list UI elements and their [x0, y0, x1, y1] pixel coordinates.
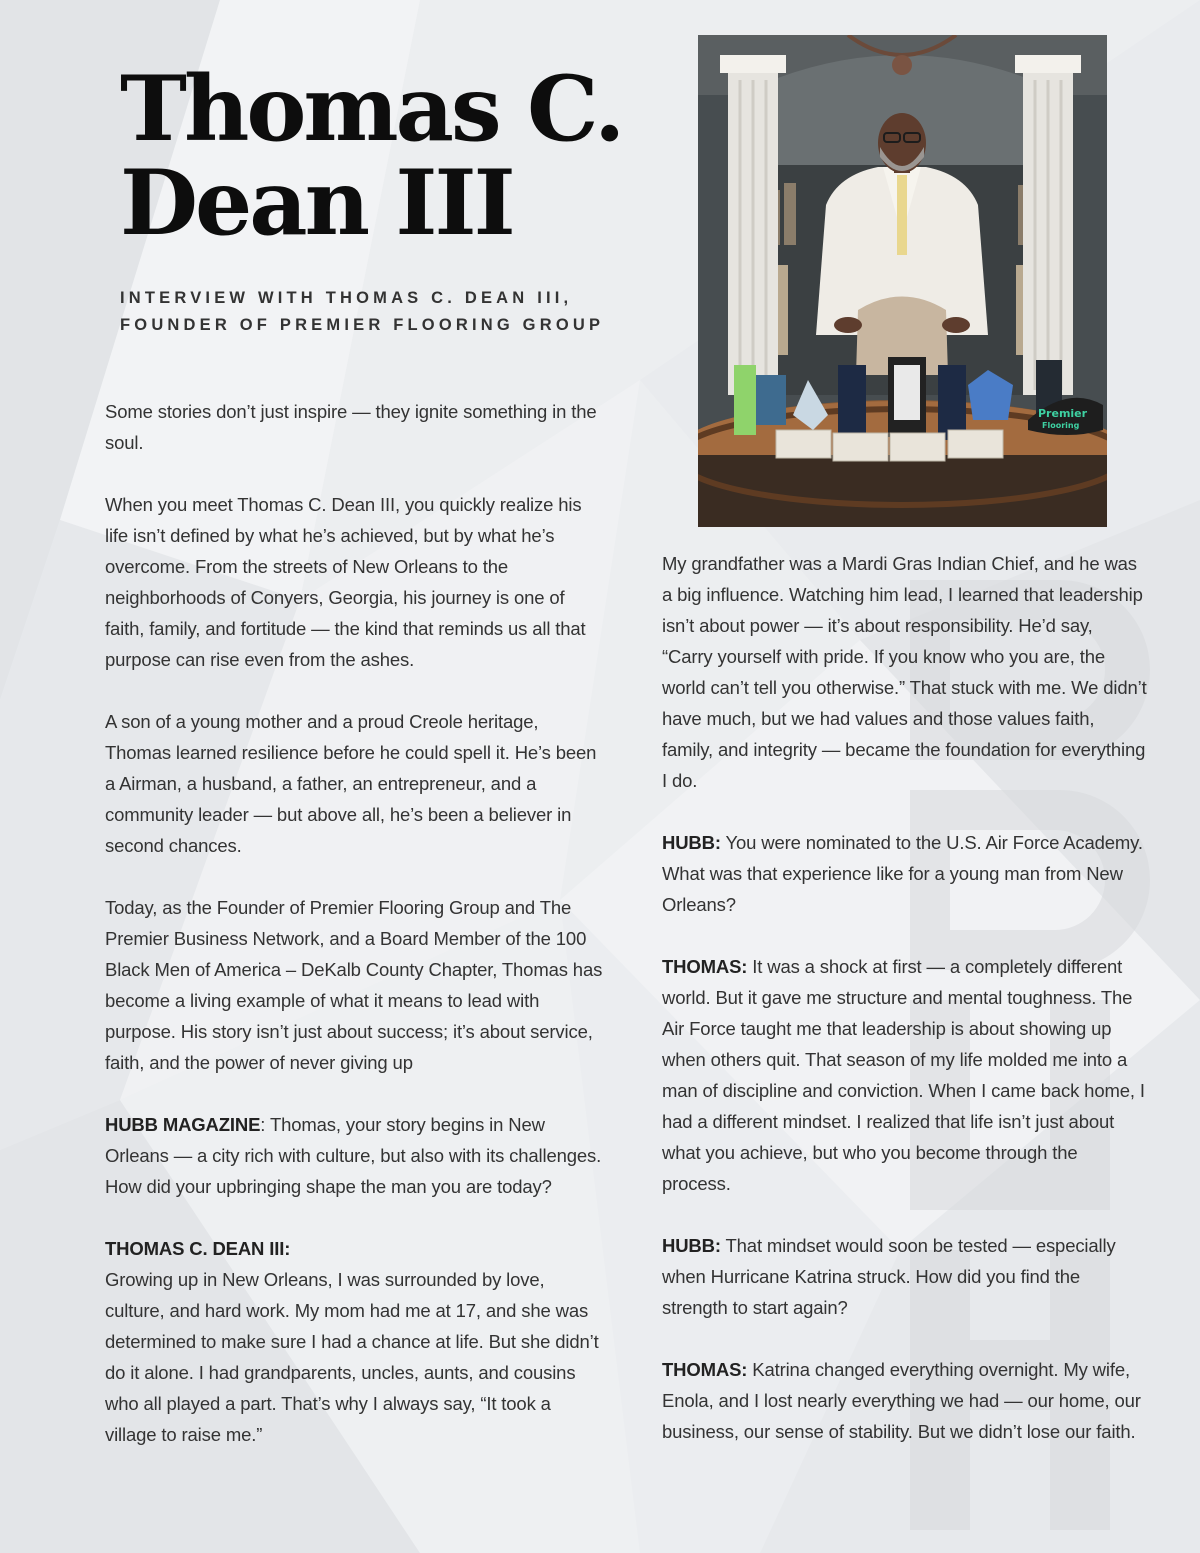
portrait-photo	[698, 35, 1107, 527]
paragraph-founder: Today, as the Founder of Premier Flooring Group and The Premier Business Network, and a Board Member of the 100 Black Men of America – DeKalb County Chapter, Thomas has become a living example of what it means to lead with purpose. His story isn’t just about success; it’s about service, faith, and the power of never giving up	[105, 897, 603, 1073]
title-line-2: Dean III	[120, 150, 513, 256]
answer-air-force	[662, 951, 1147, 1199]
question-text: : Thomas, your story begins in New Orleans — a city rich with culture, but also with its challenges. How did your upbringing shape the man you are today?	[105, 1114, 602, 1197]
subtitle-line-1: INTERVIEW WITH THOMAS C. DEAN III,	[120, 289, 573, 307]
subtitle-line-2: FOUNDER OF PREMIER FLOORING GROUP	[120, 316, 605, 334]
speaker-label: THOMAS C. DEAN III:	[105, 1238, 291, 1259]
paragraph-grandfather: My grandfather was a Mardi Gras Indian Chief, and he was a big influence. Watching him lead, I learned that leadership isn’t about power — it’s about responsibility. He’d say, “Carry yourself with pride. If you know who you are, the world can’t tell you otherwise.” That stuck with me. We didn’t have much, but we had values and those values faith, family, and integrity — became the foundation for everything I do.	[662, 553, 1147, 791]
left-column	[105, 396, 605, 1450]
question-air-force	[662, 827, 1147, 920]
page-title	[120, 56, 640, 256]
question-text: You were nominated to the U.S. Air Force Academy. What was that experience like for a young man from New Orleans?	[662, 832, 1143, 915]
question-text: That mindset would soon be tested — especially when Hurricane Katrina struck. How did you find the strength to start again?	[662, 1235, 1116, 1318]
page-subtitle	[120, 285, 640, 339]
paragraph-heritage: A son of a young mother and a proud Creole heritage, Thomas learned resilience before he could spell it. He’s been a Airman, a husband, a father, an entrepreneur, and a community leader — but above all, he’s been a believer in second chances.	[105, 711, 597, 856]
speaker-label: HUBB:	[662, 1235, 721, 1256]
speaker-label: THOMAS:	[662, 1359, 748, 1380]
answer-katrina	[662, 1354, 1147, 1447]
speaker-label: HUBB MAGAZINE	[105, 1114, 261, 1135]
speaker-label: HUBB:	[662, 832, 721, 853]
question-upbringing	[105, 1109, 605, 1202]
cap-text-1: Premier	[1038, 407, 1088, 420]
speaker-label: THOMAS:	[662, 956, 748, 977]
answer-upbringing	[105, 1233, 605, 1450]
answer-text: It was a shock at first — a completely different world. But it gave me structure and mental toughness. The Air Force taught me that leadership is about showing up when others quit. That season of my life molded me into a man of discipline and conviction. When I came back home, I had a different mindset. I realized that life isn’t just about what you achieve, but who you become through the process.	[662, 956, 1145, 1194]
cap-text-2: Flooring	[1042, 421, 1080, 430]
right-column	[662, 548, 1147, 1447]
title-line-1: Thomas C.	[120, 56, 623, 162]
paragraph-meet-thomas: When you meet Thomas C. Dean III, you quickly realize his life isn’t defined by what he’s achieved, but by what he’s overcome. From the streets of New Orleans to the neighborhoods of Conyers, Georgia, his journey is one of faith, family, and fortitude — the kind that reminds us all that purpose can rise even from the ashes.	[105, 494, 586, 670]
intro-paragraph: Some stories don’t just inspire — they ignite something in the soul.	[105, 401, 597, 453]
question-katrina	[662, 1230, 1147, 1323]
answer-text: Katrina changed everything overnight. My wife, Enola, and I lost nearly everything we had — our home, our business, our sense of stability. But we didn’t lose our faith.	[662, 1359, 1141, 1442]
answer-text: Growing up in New Orleans, I was surrounded by love, culture, and hard work. My mom had me at 17, and she was determined to make sure I had a chance at life. But she didn’t do it alone. I had grandparents, uncles, aunts, and cousins who all played a part. That’s why I always say, “It took a village to raise me.”	[105, 1269, 599, 1445]
